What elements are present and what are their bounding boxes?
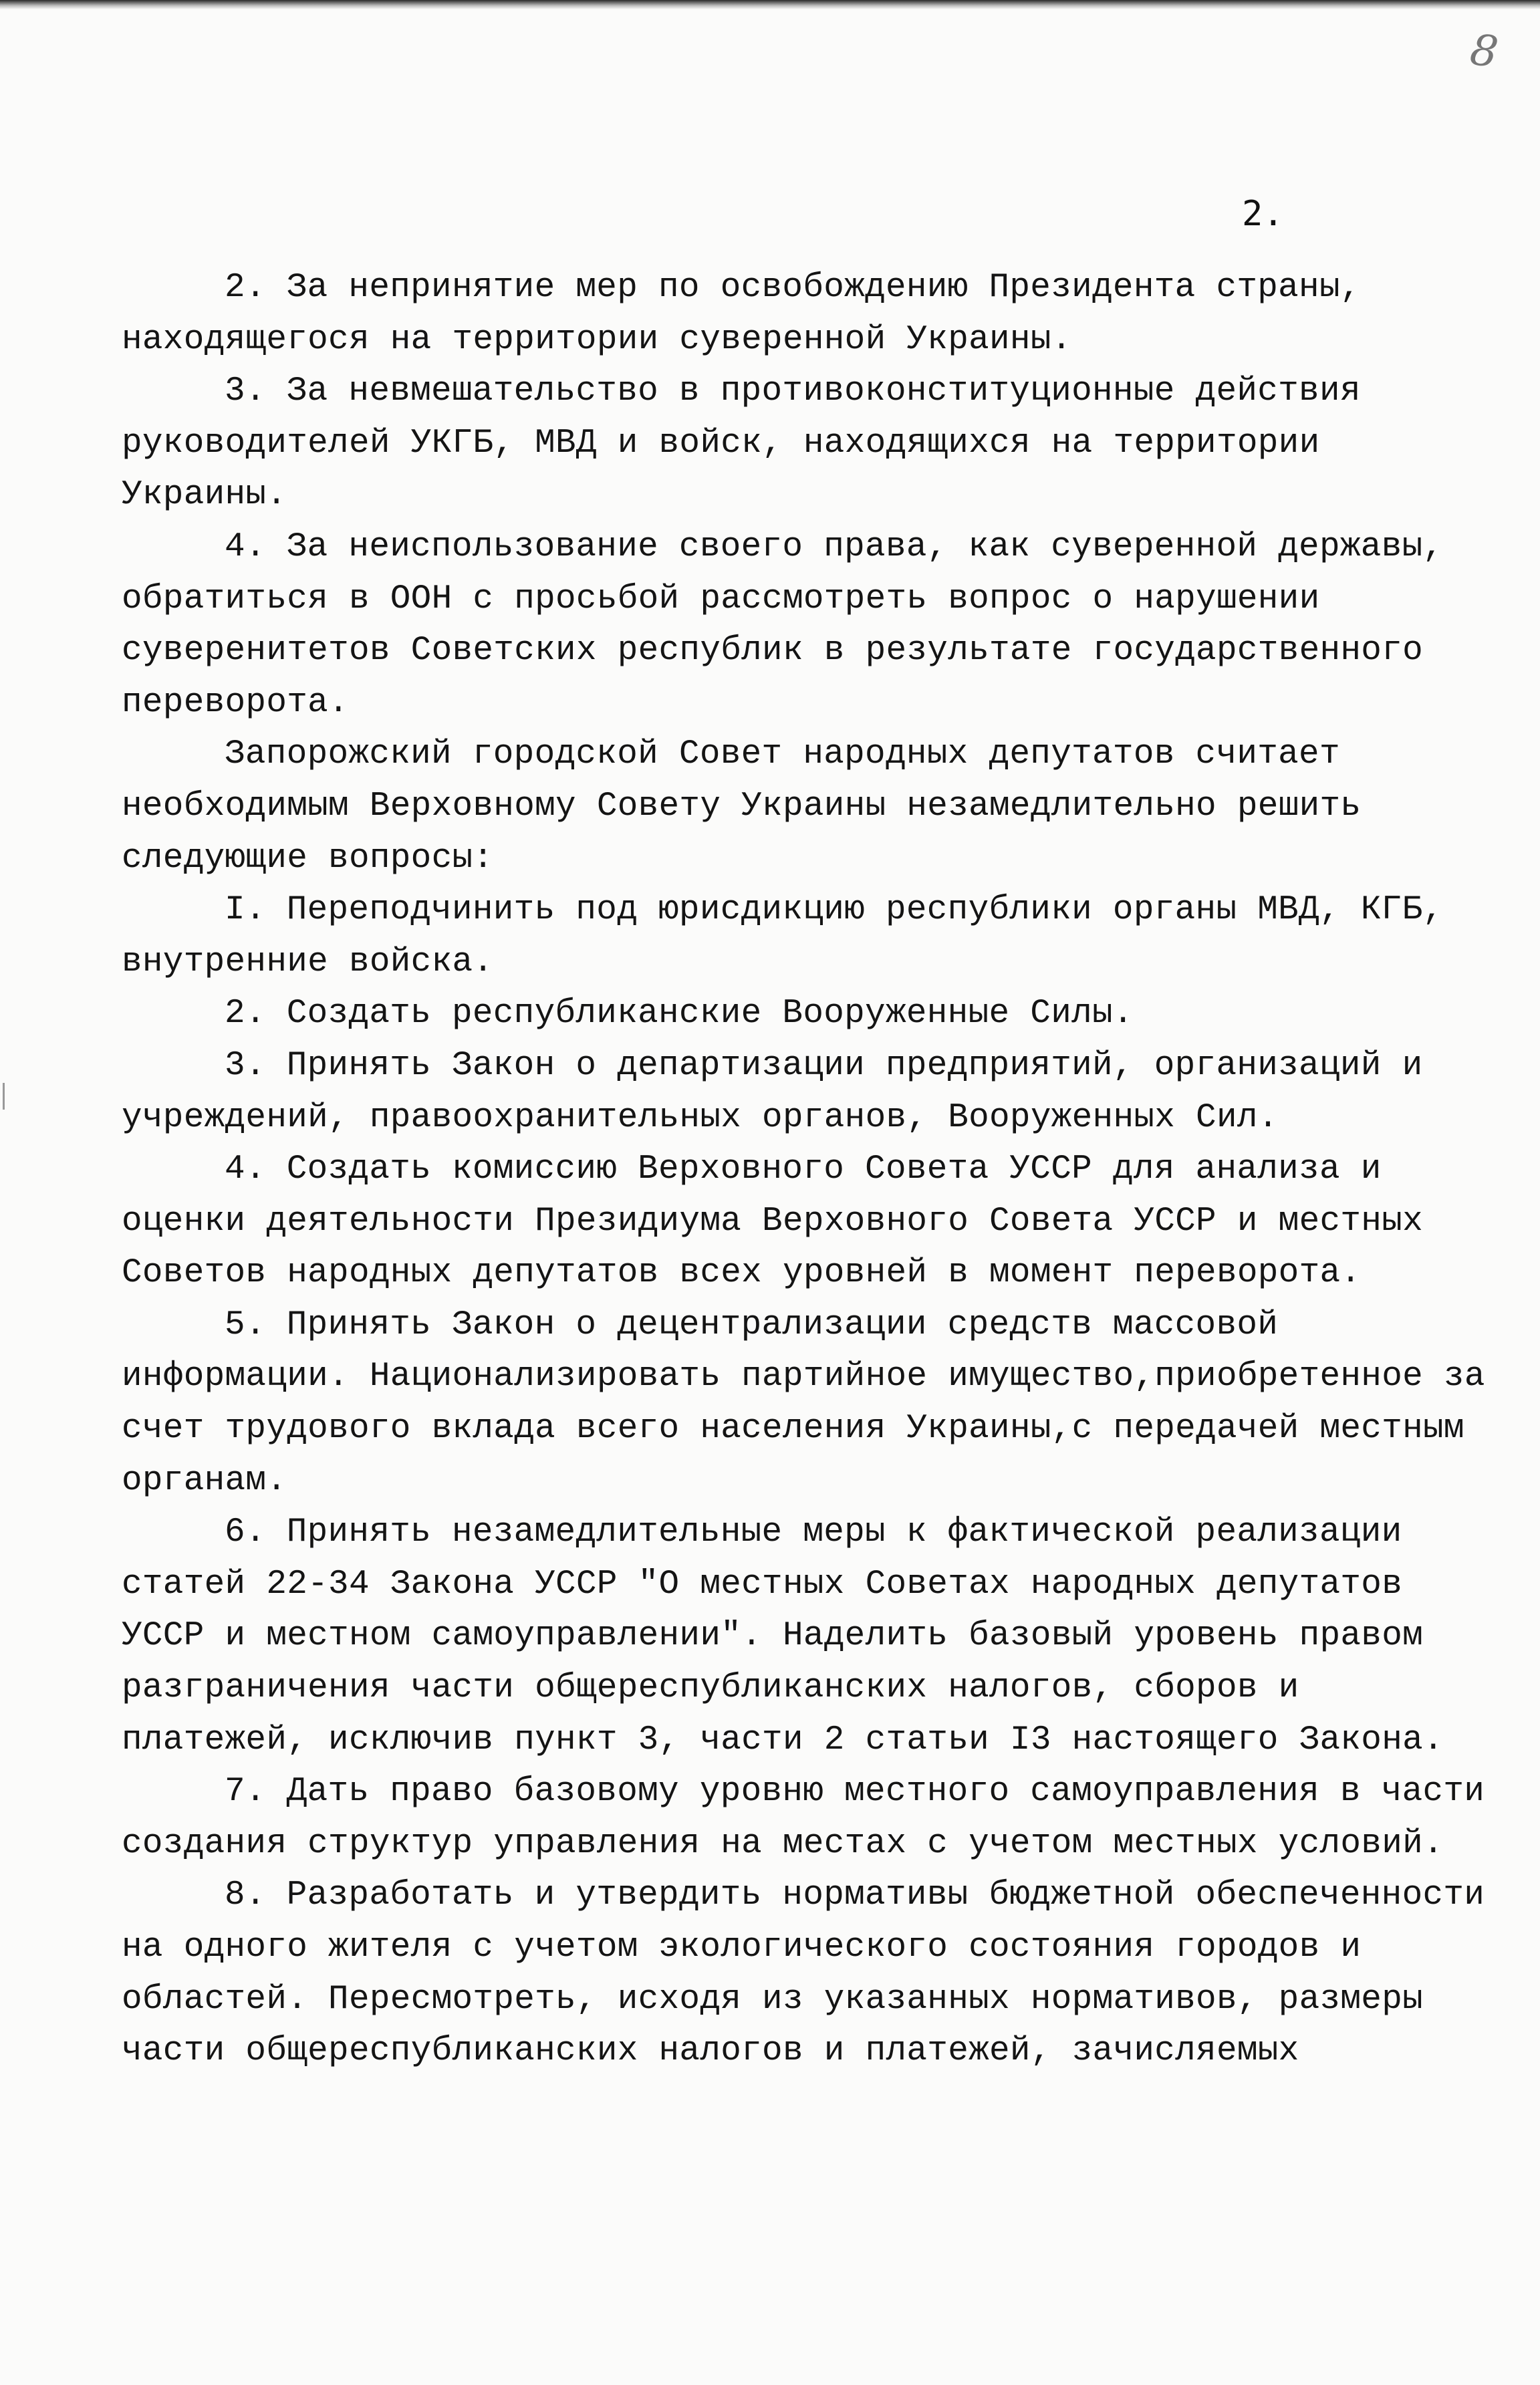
page-number: 2. [1242, 194, 1284, 234]
paragraph-item-3: 3. За невмешательство в противоконституционные действия руководителей УКГБ, МВД и войск, находящихся на территории Украины. [122, 372, 1361, 515]
paragraph-demand-6: 6. Принять незамедлительные меры к фактической реализации статей 22-34 Закона УССР "О местных Советах народных депутатов УССР и местном самоуправлении". Наделить базовый уровень правом разграничения части общереспубликанских налогов, сборов и платежей, исключив пункт 3, части 2 статьи I3 настоящего Закона. [122, 1513, 1444, 1759]
margin-mark [3, 1083, 5, 1110]
paragraph-demand-4: 4. Создать комиссию Верховного Совета УССР для анализа и оценки деятельности Президиума Верховного Совета УССР и местных Советов народных депутатов всех уровней в момент переворота. [122, 1150, 1424, 1293]
paragraph-demand-5: 5. Принять Закон о децентрализации средств массовой информации. Национализировать партийное имущество,приобретенное за счет трудового вклада всего населения Украины,с передачей местным органам. [122, 1305, 1485, 1500]
paragraph-demand-8: 8. Разработать и утвердить нормативы бюджетной обеспеченности на одного жителя с учетом экологического состояния городов и областей. Пересмотреть, исходя из указанных нормативов, размеры части общереспубликанских налогов и платежей, зачисляемых [122, 1876, 1485, 2071]
document-body [122, 262, 1505, 2078]
paragraph-demand-2: 2. Создать республиканские Вооруженные Силы. [225, 995, 1134, 1033]
paragraph-demand-7: 7. Дать право базовому уровню местного самоуправления в части создания структур управления на местах с учетом местных условий. [122, 1773, 1485, 1863]
paragraph-council-statement: Запорожский городской Совет народных депутатов считает необходимым Верховному Совету Украины незамедлительно решить следующие вопросы: [122, 735, 1362, 878]
paragraph-item-4: 4. За неиспользование своего права, как суверенной державы, обратиться в ООН с просьбой рассмотреть вопрос о нарушении суверенитетов Советских республик в результате государственного переворота. [122, 527, 1444, 722]
archive-sheet-number: 8 [1467, 25, 1501, 78]
paragraph-item-2: 2. За непринятие мер по освобождению Президента страны, находящегося на территории суверенной Украины. [122, 269, 1361, 359]
paragraph-demand-1: I. Переподчинить под юрисдикцию республики органы МВД, КГБ, внутренние войска. [122, 891, 1444, 981]
scan-edge [0, 0, 1540, 9]
paragraph-demand-3: 3. Принять Закон о департизации предприятий, организаций и учреждений, правоохранительных органов, Вооруженных Сил. [122, 1046, 1423, 1137]
